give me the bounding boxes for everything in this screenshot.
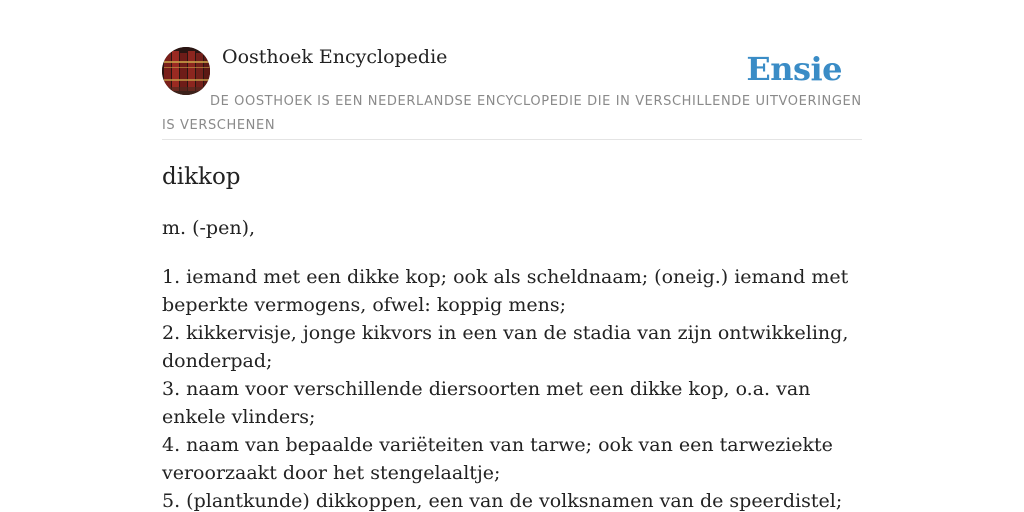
ensie-logo[interactable]: Ensie xyxy=(746,50,842,88)
entry-term: dikkop xyxy=(162,164,241,190)
site-avatar[interactable] xyxy=(162,47,210,95)
header-divider xyxy=(162,139,862,140)
site-name-link[interactable]: Oosthoek Encyclopedie xyxy=(222,46,448,68)
definitions-list xyxy=(162,263,862,512)
definition-item: 3. naam voor verschillende diersoorten met een dikke kop, o.a. van enkele vlinders; xyxy=(162,378,811,428)
definition-item: 4. naam van bepaalde variëteiten van tarwe; ook van een tarweziekte veroorzaakt door het stengelaaltje; xyxy=(162,434,833,484)
definition-item: 1. iemand met een dikke kop; ook als scheldnaam; (oneig.) iemand met beperkte vermogens, ofwel: koppig mens; xyxy=(162,266,849,316)
entry-grammar: m. (-pen), xyxy=(162,217,256,239)
definition-item: 2. kikkervisje, jonge kikvors in een van de stadia van zijn ontwikkeling, donderpad; xyxy=(162,322,849,372)
site-tagline: DE OOSTHOEK IS EEN NEDERLANDSE ENCYCLOPEDIE DIE IN VERSCHILLENDE UITVOERINGEN IS VERSCHENEN xyxy=(162,94,862,133)
book-spines-icon xyxy=(162,47,210,95)
page-container xyxy=(162,0,862,512)
definition-item: 5. (plantkunde) dikkoppen, een van de volksnamen van de speerdistel; xyxy=(162,490,843,512)
